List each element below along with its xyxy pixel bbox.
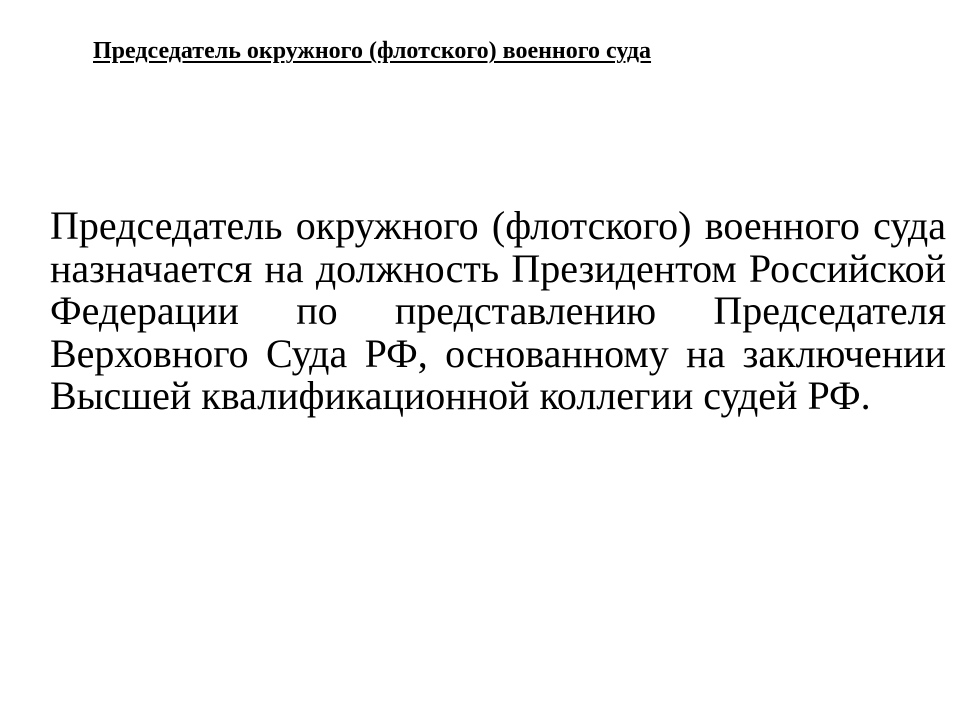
slide-title: Председатель окружного (флотского) военного суда bbox=[93, 38, 652, 64]
slide-body-text: Председатель окружного (флотского) военного суда назначается на должность Президентом Российской Федерации по представлению Председателя Верховного Суда РФ, основанному на заключении Высшей квалификационной коллегии судей РФ. bbox=[50, 203, 946, 418]
